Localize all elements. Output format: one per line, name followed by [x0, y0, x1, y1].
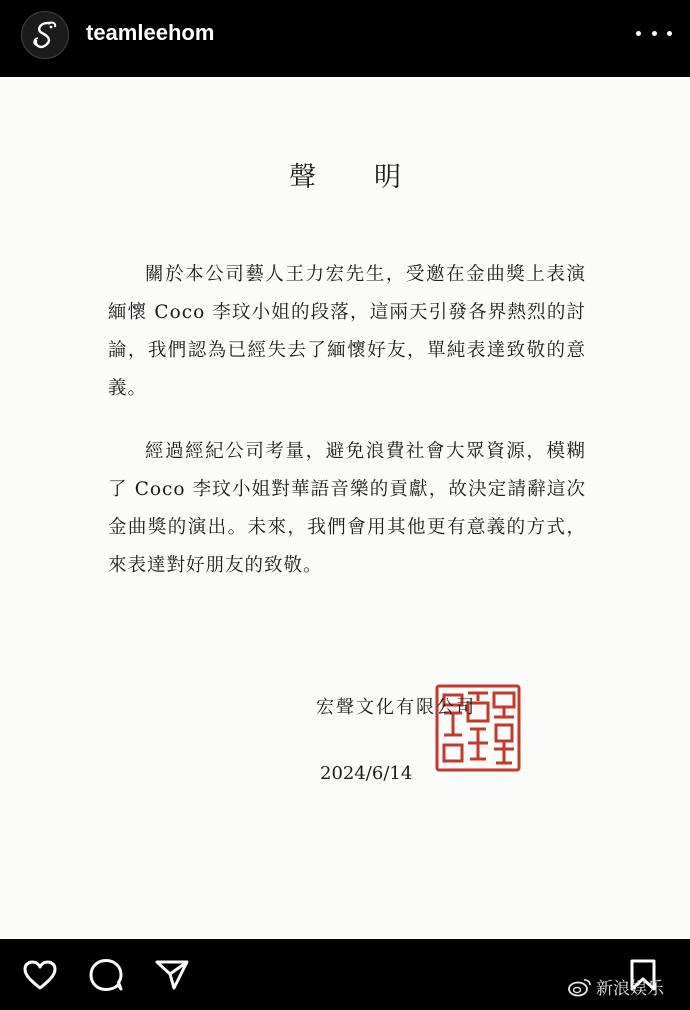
- heart-icon[interactable]: [22, 959, 58, 991]
- statement-paragraph-2: 經過經紀公司考量，避免浪費社會大眾資源，模糊了 Coco 李玟小姐對華語音樂的貢獻，故決定請辭這次金曲獎的演出。未來，我們會用其他更有意義的方式，來表達對好朋友的致敬。: [108, 441, 586, 576]
- dragon-logo-icon: [28, 18, 62, 52]
- statement-date: 2024/6/14: [320, 763, 413, 784]
- more-horizontal-icon[interactable]: [636, 20, 672, 46]
- company-name: 宏聲文化有限公司: [316, 697, 476, 718]
- statement-document: [0, 77, 690, 939]
- username[interactable]: teamleehom: [86, 20, 215, 45]
- watermark-text: 新浪娱乐: [596, 979, 664, 999]
- statement-paragraph-1: 關於本公司藝人王力宏先生，受邀在金曲獎上表演緬懷 Coco 李玟小姐的段落，這兩天引發各界熱烈的討論，我們認為已經失去了緬懷好友，單純表達致敬的意義。: [108, 264, 586, 399]
- comment-icon[interactable]: [88, 958, 124, 992]
- send-icon[interactable]: [154, 959, 190, 991]
- sina-watermark: [568, 974, 664, 999]
- weibo-icon: [568, 977, 592, 997]
- document-title: 聲明: [289, 162, 459, 193]
- post-header: [0, 0, 690, 76]
- avatar[interactable]: [21, 11, 69, 59]
